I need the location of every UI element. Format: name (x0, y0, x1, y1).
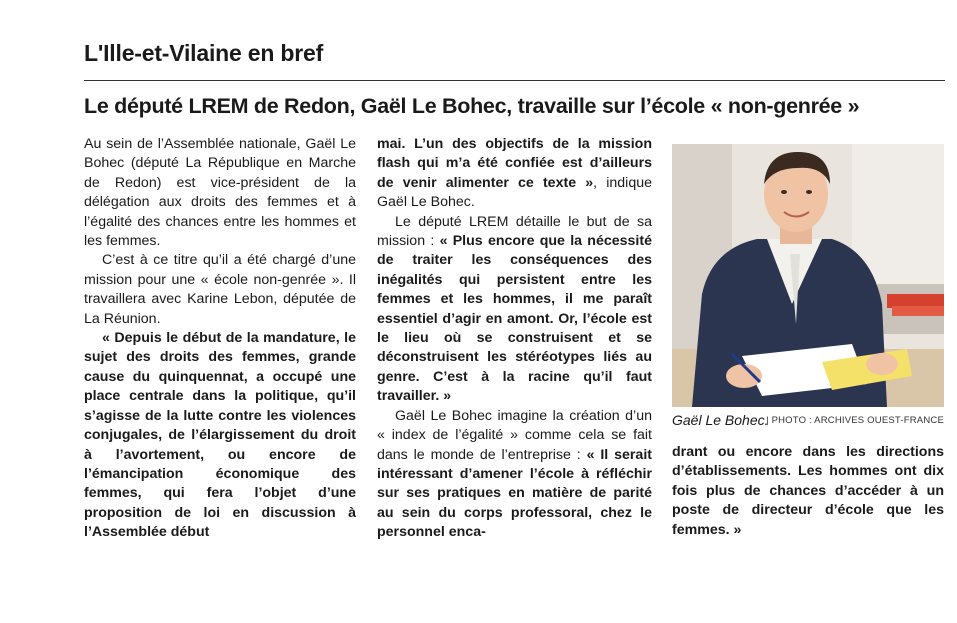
paragraph (377, 213, 652, 407)
body-text: Gaël Le Bohec imagine la création d’un « index de l’égalité » comme cela se fait dans le monde de l’entreprise : (377, 407, 652, 463)
article-column-2 (377, 135, 652, 543)
paragraph: C’est à ce titre qu’il a été chargé d’une mission pour une « école non-genrée ». Il travaillera avec Karine Lebon, députée de La Réunion. (84, 252, 356, 327)
paragraph (672, 443, 944, 540)
quote-text: « Depuis le début de la mandature, le sujet des droits des femmes, grande cause du quinquennat, a occupé une place centrale dans la politique, qu’il s’agisse de la lutte contre les violences conjugales, de l’élargissement du droit à l’avortement, ou encore de l’émancipation économique des femmes, qui fera l’objet d’une proposition de loi en discussion à l’Assemblée début (84, 330, 356, 541)
paragraph (377, 135, 652, 213)
article-column-3 (672, 443, 944, 540)
paragraph (377, 407, 652, 543)
article-headline: Le député LREM de Redon, Gaël Le Bohec, travaille sur l’école « non-genrée » (84, 94, 860, 118)
paragraph-quote (84, 329, 356, 542)
quote-text: drant ou encore dans les directions d’établissements. Les hommes ont dix fois plus de chances d’accéder à un poste de directeur d’école que les femmes. » (672, 444, 944, 538)
body-text: Le député LREM détaille le but de sa mission : (377, 213, 652, 250)
quote-text: « Plus encore que la nécessité de traiter les conséquences des inégalités qui persistent entre les femmes et les hommes, il me paraît essentiel d’agir en amont. Or, l’école est le lieu où se construisent et se déconstruisent les stéréotypes liés au genre. C’est à la racine qu’il faut travailler. » (377, 233, 652, 405)
photo-caption (672, 412, 944, 430)
photo-credit: | PHOTO : ARCHIVES OUEST-FRANCE (766, 415, 944, 426)
paragraph: Au sein de l’Assemblée nationale, Gaël Le Bohec (député La République en Marche de Redon) est vice-président de la délégation aux droits des femmes et à l’égalité des chances entre les hommes et les femmes. (84, 136, 356, 250)
section-divider (84, 80, 945, 81)
article-column-1 (84, 135, 356, 543)
quote-text: mai. L’un des objectifs de la mission flash qui m’a été confiée est d’ailleurs de venir alimenter ce texte » (377, 136, 652, 191)
section-title: L'Ille-et-Vilaine en bref (84, 40, 324, 66)
portrait-illustration (672, 144, 944, 407)
attribution-text: , indique Gaël Le Bohec. (377, 174, 652, 211)
article-photo (672, 144, 944, 407)
quote-text: « Il serait intéressant d’amener l’école à réfléchir sur ses pratiques en matière de parité au sein du corps professoral, chez le personnel enca- (377, 446, 652, 541)
caption-text: Gaël Le Bohec. (672, 412, 769, 428)
